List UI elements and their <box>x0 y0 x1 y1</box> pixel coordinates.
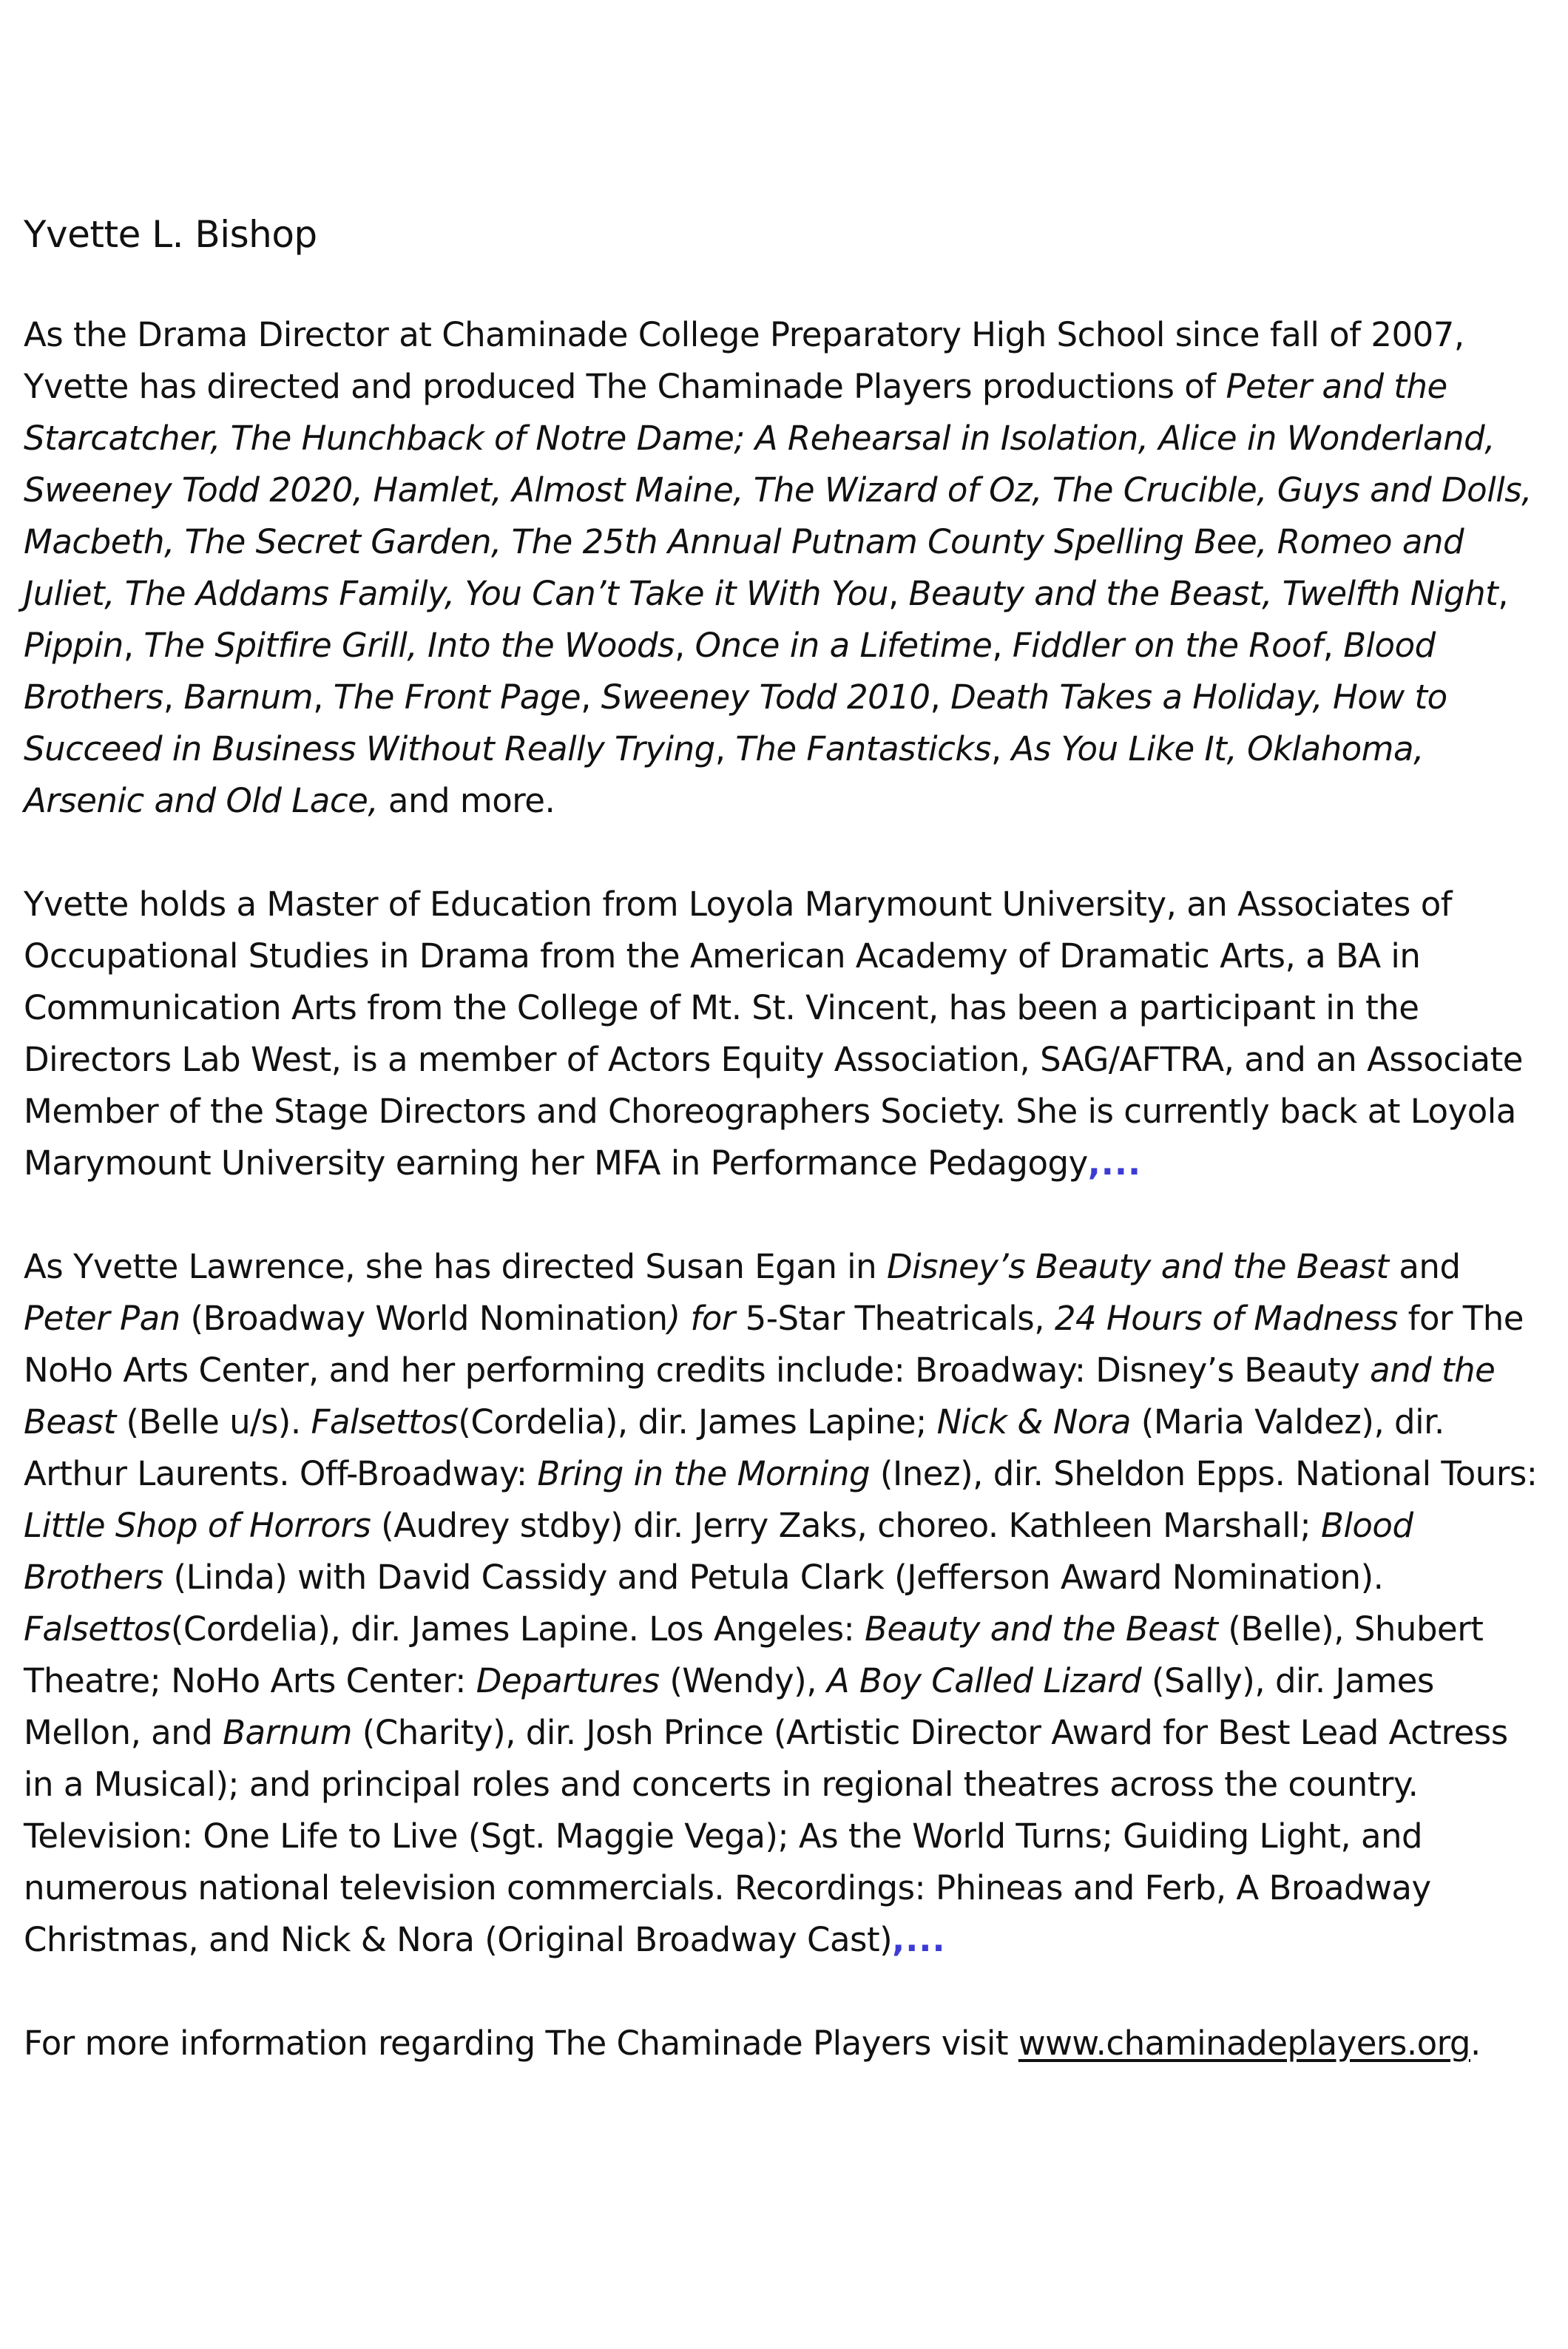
production-titles: Death Takes a Holiday, How to Succeed in Business Without Really Trying <box>24 677 1447 768</box>
show-title: Blood Brothers <box>24 1506 1413 1597</box>
more-info-text: For more information regarding The Chaminade Players visit <box>24 2024 1018 2063</box>
show-title: Peter Pan <box>24 1299 180 1338</box>
show-title: Disney’s Beauty and the Beast <box>886 1247 1389 1286</box>
show-title: Falsettos <box>311 1402 459 1441</box>
production-titles: Fiddler on the Roof <box>1012 626 1323 665</box>
directing-paragraph: As the Drama Director at Chaminade College Preparatory High School since fall of 2007, Yvette has directed and produced The Chaminade Players productions of Peter and the Starcatcher, The Hunchback of Notre Dame; A Rehearsal in Isolation, Alice in Wonderland, Sweeney Todd 2020, Hamlet, Almost Maine, The Wizard of Oz, The Crucible, Guys and Dolls, Macbeth, The Secret Garden, The 25th Annual Putnam County Spelling Bee, Romeo and Juliet, The Addams Family, You Can’t Take it With You, Beauty and the Beast, Twelfth Night, Pippin, The Spitfire Grill, Into the Woods, Once in a Lifetime, Fiddler on the Roof, Blood Brothers, Barnum, The Front Page, Sweeney Todd 2010, Death Takes a Holiday, How to Succeed in Business Without Really Trying, The Fantasticks, As You Like It, Oklahoma, Arsenic and Old Lace, and more. <box>24 315 1532 820</box>
show-title: and the Beast <box>24 1351 1496 1441</box>
ellipsis-more-link[interactable]: ,... <box>1087 1143 1142 1183</box>
production-titles: Sweeney Todd 2010 <box>601 677 930 717</box>
production-titles: Pippin <box>24 626 124 665</box>
production-titles: The Fantasticks <box>735 729 991 768</box>
show-title: Departures <box>476 1661 660 1700</box>
show-title: Little Shop of Horrors <box>24 1506 371 1545</box>
production-titles: Beauty and the Beast, Twelfth Night <box>908 574 1498 613</box>
show-title: Falsettos <box>24 1609 171 1649</box>
production-titles: Blood Brothers <box>24 626 1436 717</box>
show-title: Beauty and the Beast <box>864 1609 1218 1649</box>
show-title: 24 Hours of Madness <box>1054 1299 1398 1338</box>
production-titles: As You Like It, Oklahoma, Arsenic and Old Lace, <box>24 729 1424 820</box>
website-link[interactable]: www.chaminadeplayers.org <box>1018 2024 1470 2063</box>
more-info-paragraph: For more information regarding The Chaminade Players visit www.chaminadeplayers.org. <box>24 2024 1481 2063</box>
bio-name-heading: Yvette L. Bishop <box>24 213 317 256</box>
production-titles: Barnum <box>183 677 314 717</box>
education-text: Yvette holds a Master of Education from Loyola Marymount University, an Associates of Occupational Studies in Drama from the American Academy of Dramatic Arts, a BA in Communication Arts from the College of Mt. St. Vincent, has been a participant in the Directors Lab West, is a member of Actors Equity Association, SAG/AFTRA, and an Associate Member of the Stage Directors and Choreographers Society. She is currently back at Loyola Marymount University earning her MFA in Performance Pedagogy <box>24 885 1523 1183</box>
directing-outro: and more. <box>378 781 555 820</box>
show-title: ) for <box>667 1299 735 1338</box>
show-title: A Boy Called Lizard <box>826 1661 1142 1700</box>
production-titles: The Front Page <box>333 677 581 717</box>
document-body <box>24 209 1547 2069</box>
show-title: Bring in the Morning <box>537 1454 871 1493</box>
show-title: Nick & Nora <box>936 1402 1131 1441</box>
directing-intro: As the Drama Director at Chaminade College Preparatory High School since fall of 2007, Yvette has directed and produced The Chaminade Players productions of <box>24 315 1464 406</box>
education-paragraph <box>24 879 1547 1189</box>
show-title: Barnum <box>223 1713 352 1752</box>
production-titles: Once in a Lifetime <box>695 626 993 665</box>
production-titles: Peter and the Starcatcher, The Hunchback of Notre Dame; A Rehearsal in Isolation, Alice in Wonderland, Sweeney Todd 2020, Hamlet, Almost Maine, The Wizard of Oz, The Crucible, Guys and Dolls, Macbeth, The Secret Garden, The 25th Annual Putnam County Spelling Bee, Romeo and Juliet, The Addams Family, You Can’t Take it With You <box>24 367 1532 613</box>
production-titles: The Spitfire Grill, Into the Woods <box>143 626 675 665</box>
credits-paragraph: As Yvette Lawrence, she has directed Susan Egan in Disney’s Beauty and the Beast and Peter Pan (Broadway World Nomination) for 5-Star Theatricals, 24 Hours of Madness for The NoHo Arts Center, and her performing credits include: Broadway: Disney’s Beauty and the Beast (Belle u/s). Falsettos(Cordelia), dir. James Lapine; Nick & Nora (Maria Valdez), dir. Arthur Laurents. Off-Broadway: Bring in the Morning (Inez), dir. Sheldon Epps. National Tours: Little Shop of Horrors (Audrey stdby) dir. Jerry Zaks, choreo. Kathleen Marshall; Blood Brothers (Linda) with David Cassidy and Petula Clark (Jefferson Award Nomination). Falsettos(Cordelia), dir. James Lapine. Los Angeles: Beauty and the Beast (Belle), Shubert Theatre; NoHo Arts Center: Departures (Wendy), A Boy Called Lizard (Sally), dir. James Mellon, and Barnum (Charity), dir. Josh Prince (Artistic Director Award for Best Lead Actress in a Musical); and principal roles and concerts in regional theatres across the country. Television: One Life to Live (Sgt. Maggie Vega); As the World Turns; Guiding Light, and numerous national television commercials. Recordings: Phineas and Ferb, A Broadway Christmas, and Nick & Nora (Original Broadway Cast),... <box>24 1247 1538 1959</box>
ellipsis-more-link[interactable]: ,... <box>892 1920 946 1959</box>
